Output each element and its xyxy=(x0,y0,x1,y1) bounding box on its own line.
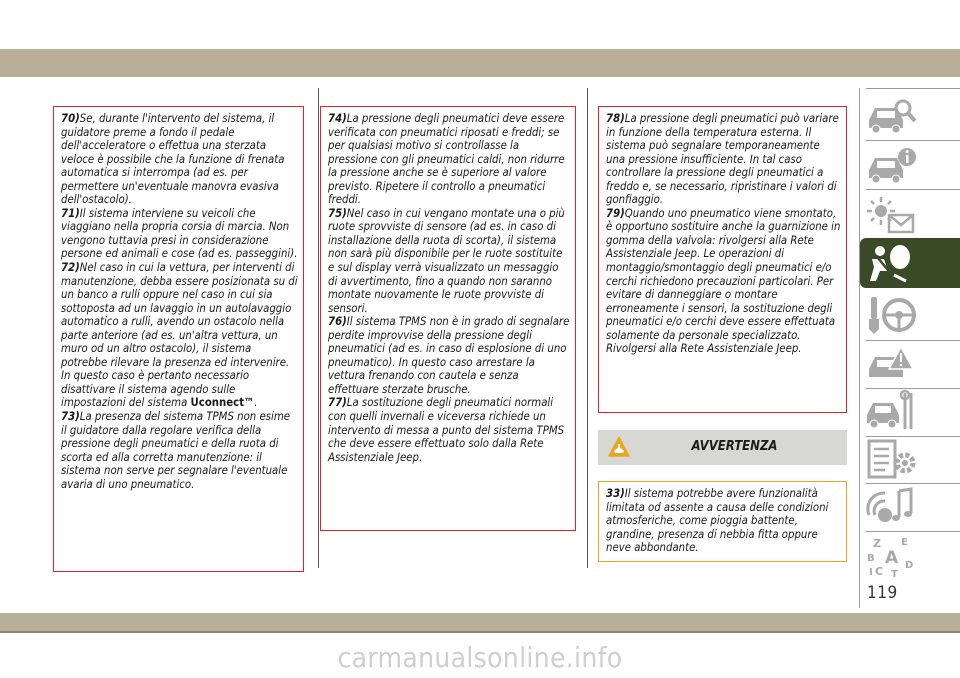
note-78: 78)La pressione degli pneumatici può variare in funzione della temperatura esterna. Il sistema può segnalare temporaneamente una pressione insufficiente. In tal caso controllare la pressione degli pneumatici a freddo e, se necessario, ripristinare i valori di gonfiaggio. xyxy=(606,112,839,207)
footer-line xyxy=(0,631,960,633)
note-76: 76)Il sistema TPMS non è in grado di segnalare perdite improvvise della pressione degli pneumatici (ad es. in caso di esplosione di uno pneumatico). In questo caso arrestare la vettura frenando con cautela e senza effettuare sterzate brusche. xyxy=(328,315,570,396)
car-info-icon xyxy=(865,144,917,188)
column-divider xyxy=(587,88,588,568)
note-77: 77)La sostituzione degli pneumatici normali con quelli invernali e viceversa richiede un intervento di messa a punto del sistema TPMS che deve essere effettuato solo dalla Rete Assistenziale Jeep. xyxy=(328,396,565,464)
index-letter-e: E xyxy=(901,537,908,548)
note-73: 73)La presenza del sistema TPMS non esime il guidatore dalla regolare verifica della pressione degli pneumatici e della ruota di scorta ed alla corretta manutenzione: il sistema non serve per segnalare l'eventuale avaria di uno pneumatico. xyxy=(61,410,290,491)
tab-car-search[interactable] xyxy=(859,91,960,141)
page-number: 119 xyxy=(867,583,898,603)
warning-box xyxy=(598,481,847,562)
index-letter-i: I xyxy=(869,567,873,578)
header-band xyxy=(0,49,960,77)
note-71: 71)Il sistema interviene su veicoli che viaggiano nella propria corsia di marcia. Non vengono tuttavia presi in considerazione persone ed animali e cose (ad es. passeggini). xyxy=(61,206,298,261)
tab-multimedia[interactable] xyxy=(859,482,960,532)
index-letter-c: C xyxy=(875,565,884,578)
note-74: 74)La pressione degli pneumatici deve essere verificata con pneumatici riposati e freddi; se per qualsiasi motivo si controllasse la pressione con gli pneumatici caldi, non ridurre la pressione anche se è superiore al valore previsto. Ripetere il controllo a pneumatici freddi. xyxy=(328,112,565,207)
note-70: 70)Se, durante l'intervento del sistema, il guidatore preme a fondo il pedale dell'acceleratore o effettua una sterzata veloce è possibile che la funzione di frenata automatica si interrompa (ad es. per permettere un'eventuale manovra evasiva dell'ostacolo). xyxy=(61,112,285,207)
warning-33: 33)Il sistema potrebbe avere funzionalità limitata od assente a causa delle condizioni atmosferiche, come pioggia battente, grandine, presenza di nebbia fitta oppure neve abbondante. xyxy=(606,487,829,555)
index-letter-a: A xyxy=(885,548,899,568)
tab-maintenance[interactable] xyxy=(859,386,960,436)
technical-data-icon xyxy=(865,437,917,481)
tab-safety[interactable] xyxy=(860,238,960,288)
index-letter-z: Z xyxy=(873,537,881,550)
notes-box-column-2 xyxy=(320,106,576,531)
warning-lights-icon xyxy=(865,193,917,237)
note-79: 79)Quando uno pneumatico viene smontato, è opportuno sostituire anche la guarnizione in gomma della valvola: rivolgersi alla Rete Assistenziale Jeep. Le operazioni di montaggio/smontaggio degli pneumatici e/o cerchi richiedono precauzioni particolari. Per evitare di danneggiare o montare erroneamente i sensori, la sostituzione degli pneumatici e/o cerchi deve essere effettuata solamente da personale specializzato. Rivolgersi alla Rete Assistenziale Jeep. xyxy=(606,206,841,356)
tab-car-info[interactable] xyxy=(859,141,960,191)
tab-warning-lights[interactable] xyxy=(859,190,960,240)
index-letter-t: T xyxy=(891,569,898,579)
car-search-icon xyxy=(865,94,917,138)
notes-box-column-3 xyxy=(598,106,847,413)
warning-header xyxy=(598,430,847,465)
index-letter-d: D xyxy=(905,560,914,571)
watermark-text: carmanualsonline.info xyxy=(337,641,623,674)
notes-box-column-1 xyxy=(53,106,304,572)
tab-separator xyxy=(866,88,960,89)
index-icon xyxy=(865,535,917,579)
tab-technical-data[interactable] xyxy=(859,434,960,484)
note-75: 75)Nel caso in cui vengano montate una o più ruote sprovviste di sensore (ad es. in caso di installazione della ruota di scorta), il sistema non sarà più disponibile per le ruote sostituite e sul display verrà visualizzato un messaggio di avvertimento, fino a quando non saranno montate nuovamente le ruote provviste di sensori. xyxy=(328,206,565,315)
footer-band xyxy=(0,613,960,631)
steering-key-icon xyxy=(865,293,917,337)
index-letter-b: B xyxy=(867,553,875,564)
tab-starting-driving[interactable] xyxy=(859,290,960,340)
column-divider xyxy=(318,88,319,568)
warning-title: AVVERTENZA xyxy=(691,439,778,454)
car-emergency-icon xyxy=(865,341,917,385)
safety-airbag-icon xyxy=(866,241,918,285)
tab-index[interactable] xyxy=(859,532,960,582)
note-72: 72)Nel caso in cui la vettura, per interventi di manutenzione, debba essere posizionata su di un banco a rulli oppure nel caso in cui sia sottoposta ad un lavaggio in un autolavaggio automatico a rulli, avendo un ostacolo nella parte anteriore (ad es. un'altra vettura, un muro od un altro ostacolo), il sistema potrebbe rilevare la presenza ed intervenire. In questo caso è pertanto necessario disattivare il sistema agendo sulle impostazioni del sistema Uconnect™. xyxy=(61,261,298,410)
tab-emergency[interactable] xyxy=(859,338,960,388)
car-maintenance-icon xyxy=(865,389,917,433)
multimedia-icon xyxy=(865,485,917,529)
